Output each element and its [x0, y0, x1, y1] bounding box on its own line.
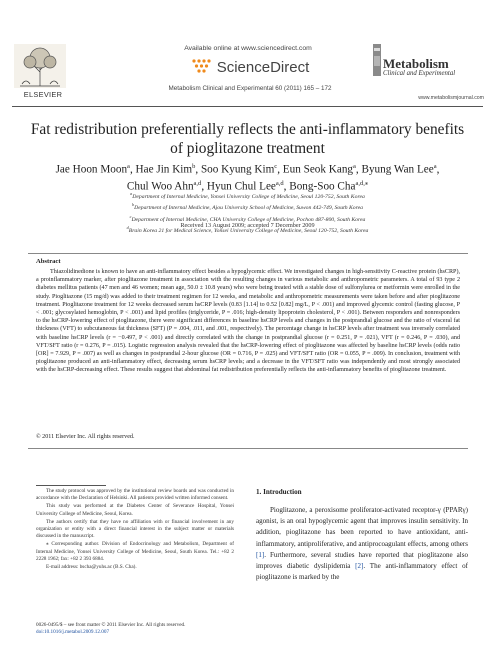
abstract-body	[36, 268, 460, 375]
reference-link-2[interactable]: [2]	[355, 562, 364, 571]
author-affiliation-marker: c	[274, 163, 278, 170]
author-name[interactable]: Jae Hoon Moon	[55, 163, 128, 176]
affiliation-list	[30, 190, 465, 236]
journal-title: Metabolism	[383, 56, 449, 71]
sciencedirect-logo	[175, 57, 325, 77]
footnote-rule	[36, 485, 106, 486]
author-name[interactable]: Byung Wan Lee	[361, 163, 434, 176]
author-affiliation-marker: a	[433, 163, 437, 170]
affiliation-line	[30, 201, 465, 212]
affiliation-text: Department of Internal Medicine, Yonsei University College of Medicine, Seoul 120-752, South Korea	[132, 193, 365, 200]
affiliation-marker: b	[132, 202, 135, 208]
footnote-ethics: The study protocol was approved by the institutional review boards and was conducted in accordance with the Declaration of Helsinki. All patients provided written informed consent.	[36, 488, 234, 502]
author-affiliation-marker: a	[353, 163, 356, 170]
author-name[interactable]: Soo Kyung Kim	[200, 163, 275, 176]
intro-text-3: . The anti-inflammatory effect of pioglitazone is marked by the	[256, 562, 468, 582]
abstract-text: Thiazolidinedione is known to have an anti-inflammatory effect besides a hypoglycemic effect. We investigated changes in high-sensitivity C-reactive protein (hsCRP), a proinflammatory marker, after pioglitazone treatment in association with the resulting changes in various metabolic and anthropometric parameters. A total of 93 type 2 diabetes mellitus patients (47 men and 46 women; mean age, 50.0 ± 10.8 years) who were being treated with a stable dose of sulfonylurea or metformin were enrolled in the study. Pioglitazone (15 mg/d) was added to their treatment regimen for 12 weeks, and metabolic and anthropometric measurements were taken before and after pioglitazone treatment. Pioglitazone treatment for 12 weeks decreased serum hsCRP levels (0.83 [1.14] to 0.52 [0.82] mg/L, P < .001) and improved glycemic control (fasting glucose, P < .001; glycosylated hemoglobin, P < .001) and lipid profiles (triglyceride, P = .016; high-density lipoprotein cholesterol, P < .001). Between responders and nonresponders to the hsCRP-lowering effect of pioglitazone, there were significant differences in baseline hsCRP levels and changes in the postprandial glucose and the ratio of visceral fat thickness (VFT) to subcutaneous fat thickness (SFT) (P = .004, .011, and .001, respectively). The percentage change in hsCRP levels after treatment was inversely correlated with baseline hsCRP levels (r = −0.497, P < .001) and directly correlated with the change in postprandial glucose (r = 0.251, P = .021), VFT (r = 0.246, P = .030), and VFT/SFT ratio (r = 0.276, P = .015). Logistic regression analysis revealed that the hsCRP-lowering effect of pioglitazone was affected by baseline hsCRP levels (odds ratio [OR] = 7.929, P = .007) as well as changes in postprandial 2-hour glucose (OR = 0.716, P = .025) and VFT/SFT ratio (OR = 0.055, P = .009). In conclusion, treatment with pioglitazone produced an anti-inflammatory effect, decreasing serum hsCRP levels; and a decrease in the VFT/SFT ratio was independently and most strongly associated with the hsCRP-decreasing effect. These results suggest that abdominal fat redistribution preferentially reflects the anti-inflammatory benefits of pioglitazone treatment.	[36, 269, 460, 374]
author-name[interactable]: Hae Jin Kim	[135, 163, 193, 176]
affiliation-marker: a	[130, 191, 133, 196]
author-affiliation-marker: b	[192, 163, 196, 170]
issn-block	[36, 622, 234, 636]
available-online-text: Available online at www.sciencedirect.com	[184, 45, 312, 52]
intro-heading: 1. Introduction	[256, 488, 302, 496]
journal-citation: Metabolism Clinical and Experimental 60 (2011) 165 – 172	[168, 85, 332, 92]
doi-link[interactable]: doi:10.1016/j.metabol.2009.12.007	[36, 629, 110, 636]
abstract-heading: Abstract	[36, 258, 61, 265]
intro-text-2: . Furthermore, several studies have reported that pioglitazone also improves diabetic dyslipidemia	[256, 550, 468, 571]
affiliation-marker: d	[126, 225, 129, 231]
intro-body	[256, 505, 468, 583]
footnote-email[interactable]: E-mail address: bscha@yuhs.ac (B.S. Cha).	[46, 564, 137, 571]
journal-subtitle: Clinical and Experimental	[383, 70, 456, 77]
author-affiliation-marker: a,d,⁎	[355, 179, 369, 187]
elsevier-tree-logo	[14, 44, 66, 88]
author-name[interactable]: Hyun Chul Lee	[206, 180, 276, 193]
footnotes	[36, 488, 234, 572]
affiliation-text: Department of Internal Medicine, CHA University College of Medicine, Pochon 487-800, South Korea	[131, 216, 366, 223]
intro-text-1: Pioglitazone, a peroxisome proliferator-activated receptor-γ (PPARγ) agonist, is an oral hypoglycemic agent that improves insulin sensitivity. In addition, pioglitazone has been reported to have antioxidant, anti-inflammatory, antiproliferative, and antiprocoagulant effects, among others	[256, 506, 468, 548]
affiliation-text: Department of Internal Medicine, Ajou University School of Medicine, Suwon 442-749, South Korea	[134, 205, 363, 212]
affiliation-text: Brain Korea 21 for Medical Science, Yonsei University College of Medicine, Seoul 120-752, South Korea	[128, 228, 369, 235]
intro-paragraph	[256, 505, 468, 583]
journal-url-link[interactable]: www.metabolismjournal.com	[418, 95, 484, 101]
footnote-conflict: The authors certify that they have no affiliation with or financial involvement in any organization or entity with a direct financial interest in the subject matter or materials discussed in the manuscript.	[36, 518, 234, 540]
affiliation-marker: c	[129, 213, 132, 219]
sciencedirect-wordmark: ScienceDirect	[216, 58, 310, 76]
abstract-bottom-rule	[28, 448, 468, 449]
author-affiliation-marker: a	[127, 163, 130, 170]
issn-line: 0026-0495/$ – see front matter © 2011 Elsevier Inc. All rights reserved.	[36, 622, 186, 628]
article-title: Fat redistribution preferentially reflects the anti-inflammatory benefits of pioglitazone treatment	[30, 121, 465, 157]
author-name[interactable]: Eun Seok Kang	[282, 163, 354, 176]
author-affiliation-marker: a,d	[275, 179, 284, 187]
footnote-corresponding: ⁎ Corresponding author. Division of Endocrinology and Metabolism, Department of Internal Medicine, Yonsei University College of Medicine, Seoul, South Korea. Tel.: +82 2 2228 1962; fax: +82 2 393 6884.	[36, 541, 234, 562]
author-name[interactable]: Bong-Soo Cha	[289, 180, 356, 193]
sciencedirect-dots-icon	[191, 58, 213, 76]
footnote-location: This study was performed at the Diabetes Center of Severance Hospital, Yonsei University College of Medicine, Seoul, Korea.	[36, 503, 234, 517]
copyright-notice: © 2011 Elsevier Inc. All rights reserved.	[36, 434, 135, 440]
header-divider	[12, 106, 483, 107]
publisher-name: ELSEVIER	[23, 90, 63, 99]
author-list: Jae Hoon Moon$^a$, Hae Jin Kim$^b$, Soo Kyung Kim$^c$, Eun Seok Kang$^a$, Byung Wan Lee$^a$, Chul Woo Ahn$^{a,d}$, Hyun Chul Lee$^{a,d}$, Bong-Soo Cha$^{a,d,⁎}$	[55, 163, 440, 193]
abstract-top-rule	[28, 253, 468, 254]
affiliation-line	[30, 190, 465, 201]
author-name[interactable]: Chul Woo Ahn	[126, 180, 194, 193]
journal-cover-thumbnail	[373, 44, 381, 76]
author-affiliation-marker: a,d	[193, 179, 202, 187]
received-dates: Received 13 August 2009; accepted 7 December 2009	[180, 222, 315, 229]
reference-link-1[interactable]: [1]	[256, 550, 265, 559]
